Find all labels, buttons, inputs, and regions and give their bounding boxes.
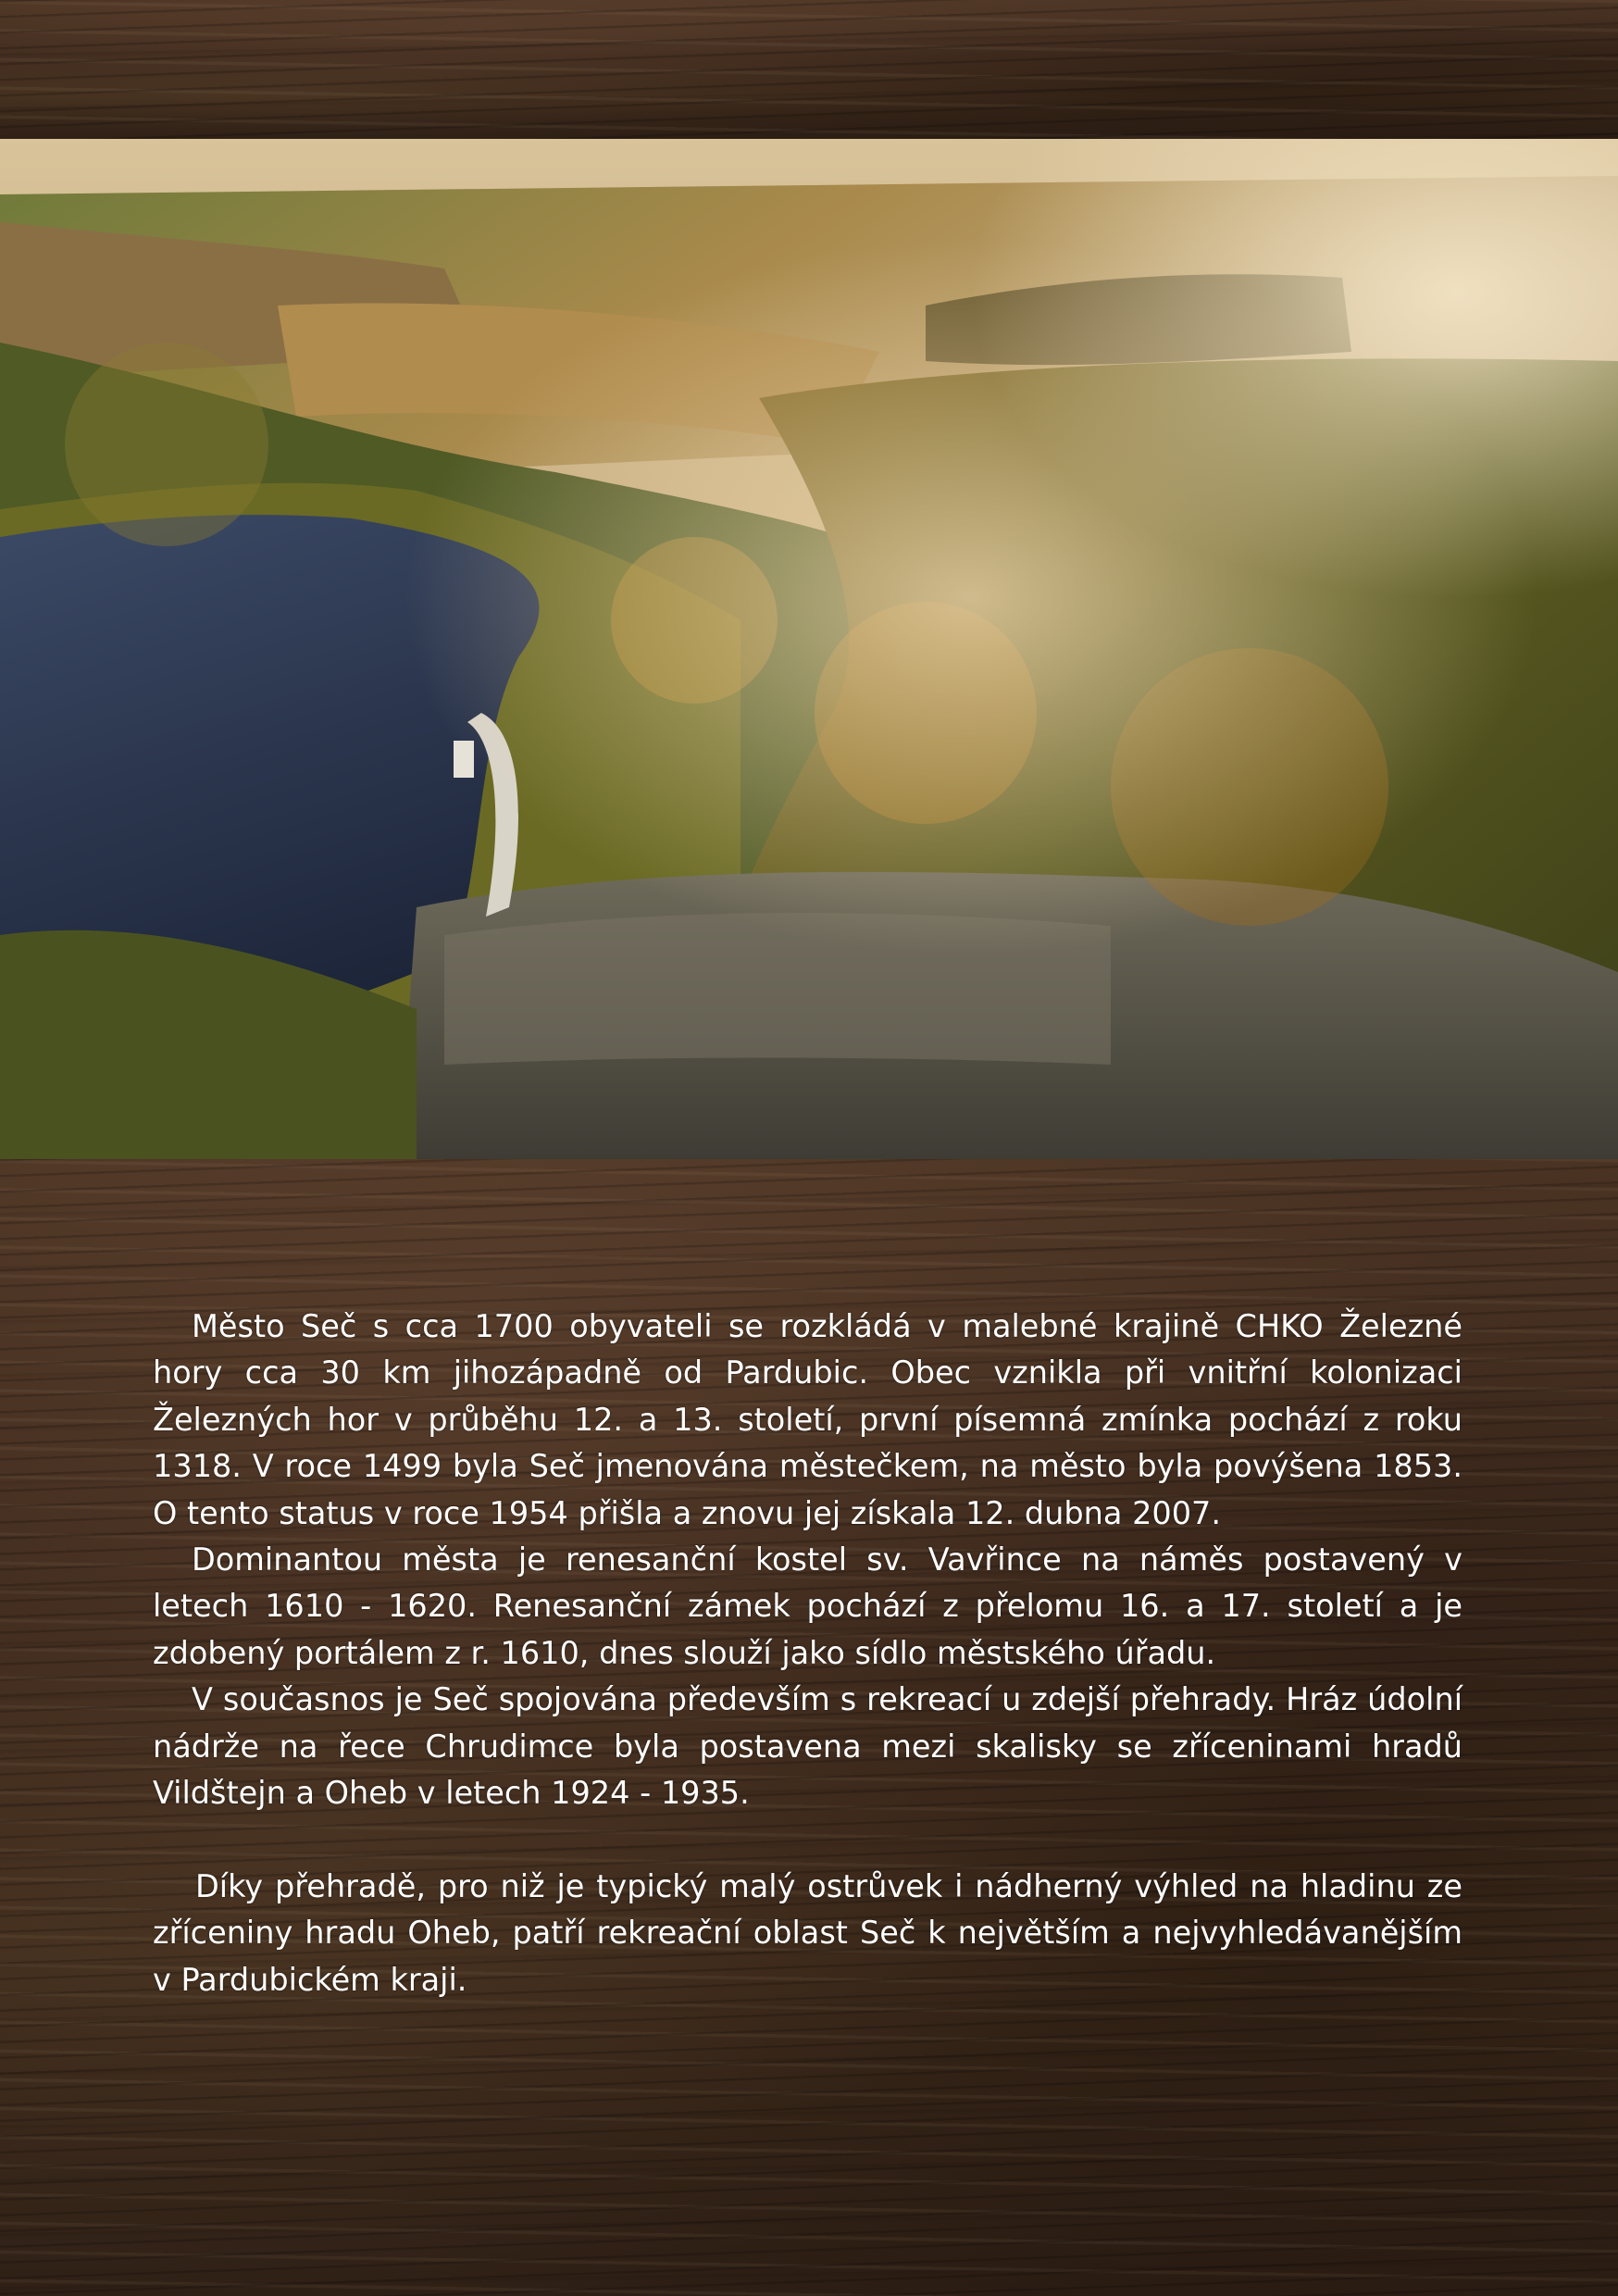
paragraph-recreation: Díky přehradě, pro niž je typický malý ostrůvek i nádherný výhled na hladinu ze zříceniny hradu Oheb, patří rekreační oblast Seč k největším a nejvyhledávanějším v Pardubickém kraji. [153,1867,1462,1998]
article-text [153,1304,1462,2003]
wood-header-band [0,0,1618,139]
paragraph-reservoir: V současnos je Seč spojována především s rekreací u zdejší přehrady. Hráz údolní nádrže na řece Chrudimce byla postavena mezi skalisky se zříceninami hradů Vildštejn a Oheb v letech 1924 - 1935. [153,1681,1462,1812]
paragraph-intro: Město Seč s cca 1700 obyvateli se rozkládá v malebné krajině CHKO Železné hory cca 30 km jihozápadně od Pardubic. Obec vznikla při vnitřní kolonizaci Železných hor v průběhu 12. a 13. století, první písemná zmínka pochází z roku 1318. V roce 1499 byla Seč jmenována městečkem, na město byla povýšena 1853. O tento status v roce 1954 přišla a znovu jej získala 12. dubna 2007. [153,1308,1462,1531]
paragraph-landmarks: Dominantou města je renesanční kostel sv. Vavřince na náměs postavený v letech 1610 - 1620. Renesanční zámek pochází z přelomu 16. a 17. století a je zdobený portálem z r. 1610, dnes slouží jako sídlo městského úřadu. [153,1541,1462,1671]
landscape-photo [0,139,1618,1159]
